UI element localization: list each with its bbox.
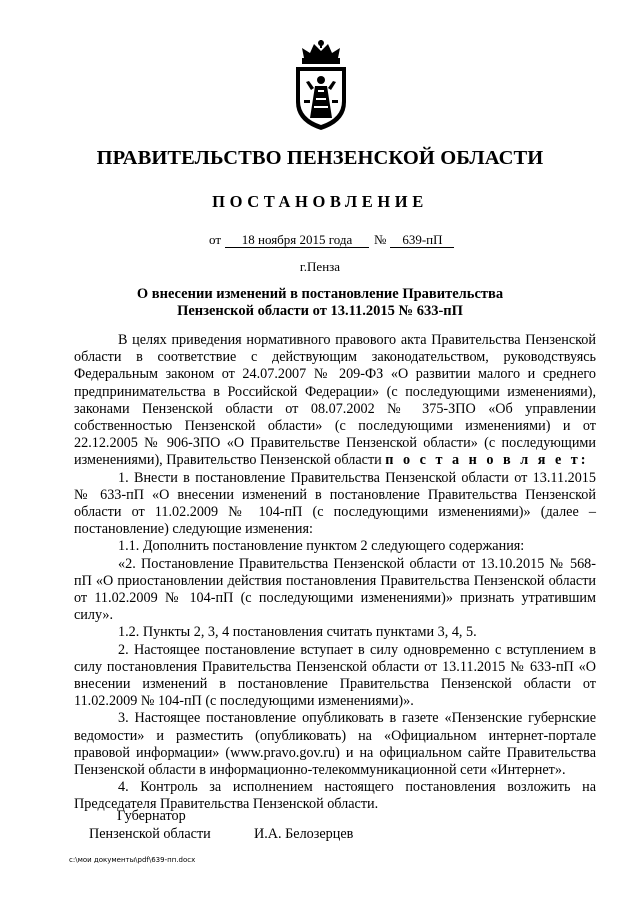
preamble-text: В целях приведения нормативного правового акта Правительства Пензенской области в соответствие с действующим законодательством, руководствуясь Федеральным законом от 24.07.2007 № 209-ФЗ «О развитии малого и среднего предпринимательства в Российской Федерации» (с последующими изменениями), законами Пензенской области от 08.07.2002 № 375-ЗПО «Об управлении собственностью Пензенской области» (с последующими изменениями) и от 22.12.2005 № 906-ЗПО «О Правительстве Пензенской области» (с последующими изменениями), Правительство Пензенской области (74, 332, 596, 469)
document-date: 18 ноября 2015 года (225, 233, 369, 248)
paragraph-2: 2. Настоящее постановление вступает в силу одновременно с вступлением в силу постановления Правительства Пензенской области от 13.11.2015 № 633-пП «О внесении изменений в постановление Правительства Пензенской области от 11.02.2009 № 104-пП (с последующими изменениями)». (74, 641, 596, 710)
document-type: ПОСТАНОВЛЕНИЕ (212, 192, 428, 211)
date-number-line (209, 232, 454, 248)
city: г.Пенза (299, 259, 341, 274)
footer-file-path: c:\мои документы\pdf\639-пп.docx (69, 856, 196, 864)
quoted-paragraph: «2. Постановление Правительства Пензенской области от 13.10.2015 № 568-пП «О приостановлении действия постановления Правительства Пензенской области от 11.02.2009 № 104-пП (с последующими изменениями)» признать утратившим силу». (74, 555, 596, 624)
subject-line-2: Пензенской области от 13.11.2015 № 633-пП (177, 303, 463, 319)
government-title: ПРАВИТЕЛЬСТВО ПЕНЗЕНСКОЙ ОБЛАСТИ (96, 147, 544, 169)
paragraph-1-1: 1.1. Дополнить постановление пунктом 2 следующего содержания: (118, 538, 525, 555)
paragraph-1-2: 1.2. Пункты 2, 3, 4 постановления считать пунктами 3, 4, 5. (118, 624, 477, 641)
subject-line-1: О внесении изменений в постановление Правительства (136, 286, 504, 302)
document-subject (60, 286, 580, 320)
penza-coat-of-arms-icon (290, 40, 352, 132)
preamble-paragraph (74, 332, 596, 470)
signature-title-2: Пензенской области (89, 826, 211, 842)
paragraph-4: 4. Контроль за исполнением настоящего постановления возложить на Председателя Правительства Пензенской области. (74, 779, 596, 813)
paragraph-3: 3. Настоящее постановление опубликовать в газете «Пензенские губернские ведомости» и разместить (опубликовать) на «Официальном интернет-портале правовой информации» (www.pravo.gov.ru) и на официальном сайте Правительства Пензенской области в информационно-телекоммуникационной сети «Интернет». (74, 710, 596, 779)
paragraph-1: 1. Внести в постановление Правительства Пензенской области от 13.11.2015 № 633-пП «О внесении изменений в постановление Правительства Пензенской области от 11.02.2009 № 104-пП (с последующими изменениями)» (далее – постановление) следующие изменения: (74, 469, 596, 538)
document-number: 639-пП (390, 233, 454, 248)
document-body (74, 332, 596, 814)
signature-title-1: Губернатор (117, 808, 186, 824)
number-sign: № (374, 232, 387, 247)
resolves-word: п о с т а н о в л я е т: (385, 452, 589, 469)
signature-name: И.А. Белозерцев (254, 826, 354, 842)
date-prefix: от (209, 232, 222, 247)
